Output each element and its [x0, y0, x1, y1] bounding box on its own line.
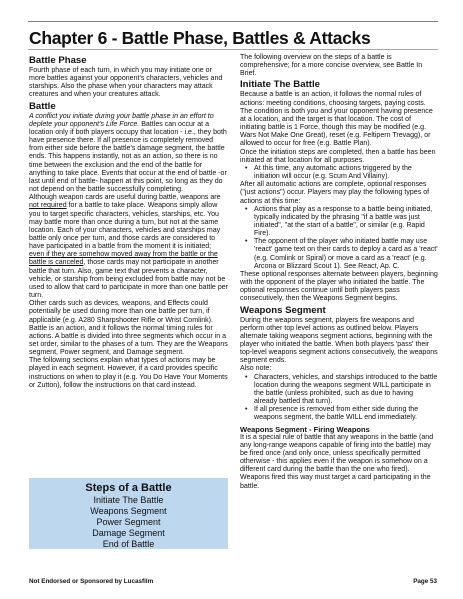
battle-paragraph-5: The following sections explain what types of actions may be played in each segment. However, if a card provides specific instructions on when to play it (e.g. You Do Have Your Moments or Zutton), follow the instructions on that card instead.: [29, 357, 228, 389]
steps-box-item: Initiate The Battle: [93, 495, 164, 505]
weapons-heading: Weapons Segment: [240, 304, 326, 316]
bullet-item: • At this time, any automatic actions triggered by the initiation will occur (e.g. Scum And Villainy).: [240, 165, 438, 181]
bullet-list: [240, 374, 438, 423]
initiate-text-3: After all automatic actions are complete, optional responses ("just actions") occur. Players may play the following types of actions at this time:: [240, 181, 430, 205]
title-rule: [28, 49, 438, 50]
steps-box-title: Steps of a Battle: [85, 482, 172, 494]
footer-left: Not Endorsed or Sponsored by Lucasfilm: [29, 578, 154, 585]
steps-box-item: Damage Segment: [92, 528, 165, 538]
bullet-item: • Characters, vehicles, and starships introduced to the battle location during the weapons segment WILL participate in the battle (unless prohibited, such as due to having already battled that turn).: [240, 374, 438, 407]
firing-heading: Weapons Segment - Firing Weapons: [240, 424, 370, 434]
not-required-underlined: not required: [29, 202, 67, 210]
top-rule: [28, 21, 438, 22]
initiate-text-1: Because a battle is an action, it follows the normal rules of actions: meeting conditions, choosing targets, paying costs. The condition is both you and your opponent having presence at a location, and the target is that location. The cost of initiating battle is 1 Force, though this may be modified (e.g. Wars Not Make One Great), reset (e.g. Feltipern Trevagg), or allowed to occur for free (e.g. Battle Plan).: [240, 91, 433, 148]
initiate-heading: Initiate The Battle: [240, 79, 320, 91]
steps-box-item: Weapons Segment: [90, 506, 167, 516]
overview-text: The following overview on the steps of a battle is comprehensive; for a more concise overview, see Battle In Brief.: [240, 54, 423, 78]
battle-text-2b: for a battle to take place. Weapons simply allow you to target specific characters, vehicles, starships, etc. You may battle more than once during a turn, but not at the same location. Each of your characters, vehicles and starships may battle only once per turn, and those cards are considered to have participated in a battle from the moment it is initiated;: [29, 202, 221, 251]
battle-phase-heading: Battle Phase: [29, 55, 87, 66]
battle-phase-text: Fourth phase of each turn, in which you may initiate one or more battles against your opponent's characters, vehicles and starships. Also the phase when your characters may attack creatures and when your creatures attack.: [29, 67, 223, 99]
also-note: Also note:: [240, 365, 272, 373]
bullet-item: • Actions that play as a response to a battle being initiated, typically indicated by the phrasing "if a battle was just initiated", "at the start of a battle", or similar (e.g. Rapid Fire).: [240, 206, 438, 239]
firing-text: It is a special rule of battle that any weapons in the battle (and any long-range weapons capable of firing into the battle) may be fired once (and only once, unless specifically permitted otherwise - this applies even if the weapon is somehow on a different card during the battle than the one who fired). Weapons fired this way must target a card participating in the battle.: [240, 433, 434, 490]
bullet-list: [240, 165, 438, 181]
battle-paragraph-4: Battle is an action, and it follows the normal timing rules for actions. A battle is divided into three segments which occur in a set order, similar to the phases of a turn. They are the Weapons segment, Power segment, and Damage segment.: [29, 324, 228, 357]
battle-paragraph-3: Other cards such as devices, weapons, and Effects could potentially be used during more than one battle per turn, if applicable (e.g. A280 Sharpshooter Rifle or Wrist Comlink).: [29, 300, 213, 324]
weapons-text-1: During the weapons segment, players fire weapons and perform other top level actions as outlined below. Players alternate taking weapons segment actions, beginning with the player who initiated the battle. When both players 'pass' their top-level weapons segment actions consecutively, the weapons segment ends.: [240, 316, 438, 365]
initiate-text-4: These optional responses alternate between players, beginning with the opponent of the player who initiated the battle. The optional responses continue until both players pass consecutively, then the Weapons Segment begins.: [240, 270, 438, 303]
battle-intro-italic: A conflict you initiate during your battle phase in an effort to deplete your opponent's Life Force.: [29, 112, 214, 128]
moved-away-underlined: even if they are somehow moved away from the battle or the battle is canceled: [29, 251, 218, 267]
left-column: [29, 54, 228, 390]
battle-text-2a: Although weapon cards are useful during battle, weapons are: [29, 194, 221, 202]
battle-paragraph-1: [29, 113, 228, 195]
bullet-list: [240, 206, 438, 271]
battle-paragraph-2: [29, 194, 228, 300]
steps-box-item: End of Battle: [102, 539, 155, 549]
battle-text-1: Battles can occur at a location only if both players occupy that location - i.e., they both have presence there. If all presence is completely removed from either side before the battle's damage segment, the battle ends. This happens instantly, not as an action, so there is no time between the exclusion and the end of the battle for anything to take place. Events that occur at the end of battle -or last until end of battle- happen at this point, so long as they do not depend on the battle successfully completing.: [29, 120, 227, 194]
bullet-item: • If all presence is removed from either side during the weapons segment, the battle WILL end immediately.: [240, 406, 438, 422]
steps-box-item: Power Segment: [96, 517, 161, 527]
initiate-text-2: Once the initiation steps are completed, then a battle has been initiated at that location for all purposes.: [240, 148, 436, 164]
right-column: [240, 54, 438, 491]
battle-heading: Battle: [29, 100, 56, 112]
steps-of-battle-box: [29, 478, 228, 549]
battle-text-2c: , those cards may not participate in another battle that turn. Also, game text that prevents a character, vehicle, or starship from being excluded from battle may not be used to allow that card to participate in more than one battle per turn.: [29, 259, 228, 300]
page-title: Chapter 6 - Battle Phase, Battles & Attacks: [29, 28, 371, 48]
page-number: Page 53: [413, 578, 437, 585]
bullet-item: • The opponent of the player who initiated battle may use 'react' game text on their cards to deploy a card as a 'react' (e.g. Comlink or Spiral) or move a card as a 'react' (e.g. Arcona or Blizzard Scout 1). See React, Ap. C.: [240, 238, 438, 271]
